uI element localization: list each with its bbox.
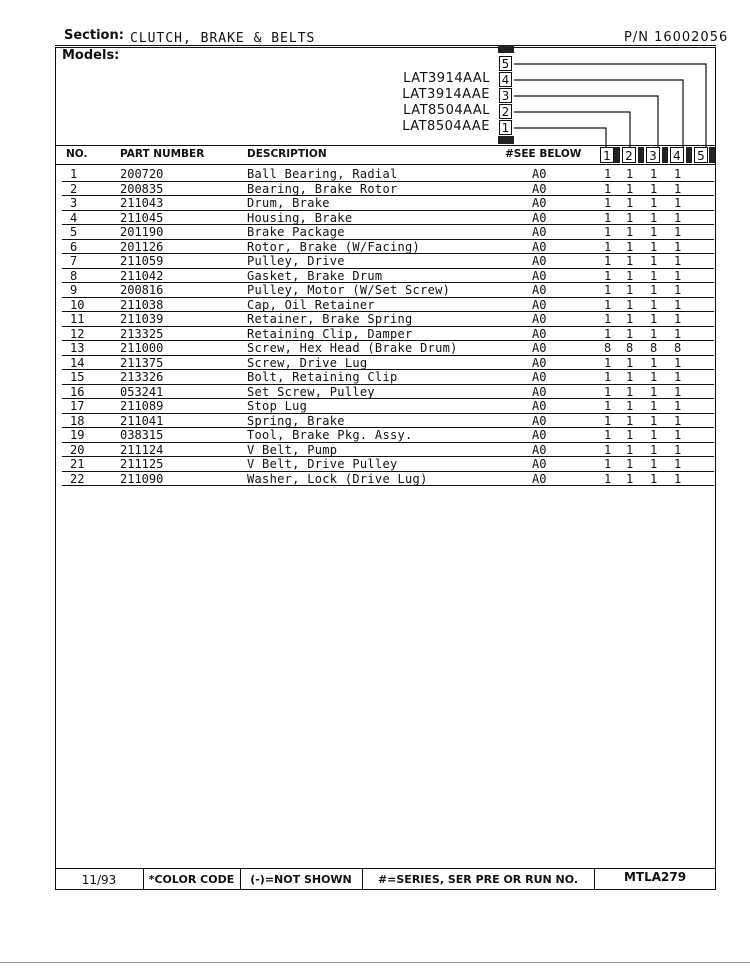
row-description: Washer, Lock (Drive Lug)	[247, 471, 428, 486]
row-see-code: A0	[532, 210, 547, 225]
row-part-number: 211045	[120, 210, 164, 225]
row-see-code: A0	[532, 167, 547, 181]
model-box-4: 4	[499, 72, 512, 87]
row-qty-model-4: 1	[674, 312, 682, 326]
row-qty-model-2: 1	[626, 384, 634, 399]
row-see-code: A0	[532, 457, 547, 471]
row-see-code: A0	[532, 196, 547, 210]
row-qty-model-2: 8	[626, 341, 634, 355]
row-number: 9	[70, 283, 78, 297]
row-number: 22	[70, 471, 85, 486]
row-qty-model-2: 1	[626, 196, 634, 210]
row-description: Housing, Brake	[247, 210, 353, 225]
row-description: Gasket, Brake Drum	[247, 268, 383, 283]
row-qty-model-1: 1	[604, 210, 612, 225]
row-qty-model-3: 1	[650, 268, 658, 283]
row-qty-model-2: 1	[626, 167, 634, 181]
row-qty-model-3: 1	[650, 239, 658, 254]
row-qty-model-2: 1	[626, 370, 634, 384]
row-qty-model-1: 1	[604, 283, 612, 297]
row-see-code: A0	[532, 312, 547, 326]
row-qty-model-1: 1	[604, 442, 612, 457]
row-see-code: A0	[532, 283, 547, 297]
row-qty-model-1: 1	[604, 254, 612, 268]
row-qty-model-1: 1	[604, 399, 612, 413]
row-qty-model-2: 1	[626, 413, 634, 428]
row-qty-model-3: 1	[650, 210, 658, 225]
col-separator-2	[638, 147, 644, 163]
row-qty-model-2: 1	[626, 442, 634, 457]
row-qty-model-3: 1	[650, 326, 658, 341]
row-number: 10	[70, 297, 85, 312]
row-qty-model-4: 1	[674, 399, 682, 413]
row-see-code: A0	[532, 442, 547, 457]
row-qty-model-3: 1	[650, 413, 658, 428]
row-see-code: A0	[532, 399, 547, 413]
row-number: 20	[70, 442, 85, 457]
row-qty-model-4: 1	[674, 268, 682, 283]
row-qty-model-1: 1	[604, 384, 612, 399]
row-description: Brake Package	[247, 225, 345, 239]
row-qty-model-3: 1	[650, 355, 658, 370]
row-qty-model-3: 1	[650, 283, 658, 297]
row-qty-model-3: 1	[650, 442, 658, 457]
row-qty-model-3: 1	[650, 384, 658, 399]
col-separator-4	[686, 147, 692, 163]
row-description: Screw, Hex Head (Brake Drum)	[247, 341, 458, 355]
row-qty-model-1: 8	[604, 341, 612, 355]
row-qty-model-1: 1	[604, 239, 612, 254]
row-qty-model-1: 1	[604, 428, 612, 442]
row-number: 11	[70, 312, 85, 326]
col-model-3: 3	[646, 147, 660, 163]
col-separator-1	[614, 147, 620, 163]
row-part-number: 211042	[120, 268, 164, 283]
row-part-number: 200816	[120, 283, 164, 297]
row-qty-model-2: 1	[626, 225, 634, 239]
row-qty-model-1: 1	[604, 181, 612, 196]
row-qty-model-2: 1	[626, 181, 634, 196]
row-qty-model-4: 1	[674, 297, 682, 312]
col-see-below: #SEE BELOW	[505, 148, 582, 160]
row-part-number: 213326	[120, 370, 164, 384]
col-part-number: PART NUMBER	[120, 148, 205, 160]
column-header-bottom-rule	[55, 164, 716, 165]
row-qty-model-2: 1	[626, 239, 634, 254]
row-number: 17	[70, 399, 85, 413]
col-description: DESCRIPTION	[247, 148, 327, 160]
row-qty-model-4: 1	[674, 225, 682, 239]
row-number: 13	[70, 341, 85, 355]
row-part-number: 200720	[120, 167, 164, 181]
row-qty-model-2: 1	[626, 283, 634, 297]
row-qty-model-2: 1	[626, 312, 634, 326]
row-see-code: A0	[532, 355, 547, 370]
row-qty-model-1: 1	[604, 225, 612, 239]
row-qty-model-1: 1	[604, 167, 612, 181]
row-part-number: 211375	[120, 355, 164, 370]
row-see-code: A0	[532, 428, 547, 442]
row-qty-model-3: 1	[650, 428, 658, 442]
row-see-code: A0	[532, 384, 547, 399]
row-see-code: A0	[532, 413, 547, 428]
row-number: 16	[70, 384, 85, 399]
row-number: 6	[70, 239, 78, 254]
row-number: 1	[70, 167, 78, 181]
row-qty-model-3: 1	[650, 471, 658, 486]
section-label: Section:	[64, 28, 124, 43]
row-qty-model-3: 1	[650, 297, 658, 312]
model-name-2: LAT8504AAL	[403, 103, 490, 118]
column-header-top-rule	[55, 145, 716, 146]
row-qty-model-4: 8	[674, 341, 682, 355]
row-qty-model-3: 1	[650, 167, 658, 181]
footer-page-code: MTLA279	[623, 870, 687, 884]
row-qty-model-1: 1	[604, 355, 612, 370]
model-name-3: LAT3914AAE	[402, 87, 490, 102]
row-part-number: 211089	[120, 399, 164, 413]
row-qty-model-1: 1	[604, 471, 612, 486]
row-qty-model-3: 1	[650, 254, 658, 268]
row-qty-model-1: 1	[604, 457, 612, 471]
row-description: Stop Lug	[247, 399, 308, 413]
row-description: Spring, Brake	[247, 413, 345, 428]
row-rule	[62, 485, 714, 486]
row-qty-model-4: 1	[674, 384, 682, 399]
row-part-number: 213325	[120, 326, 164, 341]
row-number: 2	[70, 181, 78, 196]
row-number: 14	[70, 355, 85, 370]
row-qty-model-1: 1	[604, 413, 612, 428]
col-no: NO.	[66, 148, 88, 160]
row-number: 8	[70, 268, 78, 283]
row-part-number: 211039	[120, 312, 164, 326]
footer-series: #=SERIES, SER PRE OR RUN NO.	[377, 873, 579, 886]
row-qty-model-2: 1	[626, 297, 634, 312]
row-qty-model-4: 1	[674, 370, 682, 384]
row-qty-model-4: 1	[674, 167, 682, 181]
row-part-number: 038315	[120, 428, 164, 442]
footer-color-code: *COLOR CODE	[148, 873, 235, 886]
row-see-code: A0	[532, 341, 547, 355]
row-qty-model-1: 1	[604, 196, 612, 210]
row-see-code: A0	[532, 239, 547, 254]
row-qty-model-3: 1	[650, 457, 658, 471]
row-qty-model-1: 1	[604, 312, 612, 326]
row-number: 18	[70, 413, 85, 428]
row-qty-model-4: 1	[674, 283, 682, 297]
row-part-number: 211041	[120, 413, 164, 428]
row-description: V Belt, Pump	[247, 442, 338, 457]
model-box-1: 1	[499, 120, 512, 135]
col-model-2: 2	[622, 147, 636, 163]
row-description: V Belt, Drive Pulley	[247, 457, 398, 471]
row-number: 15	[70, 370, 85, 384]
row-see-code: A0	[532, 471, 547, 486]
model-box-2: 2	[499, 104, 512, 119]
row-qty-model-1: 1	[604, 268, 612, 283]
model-box-3: 3	[499, 88, 512, 103]
row-qty-model-2: 1	[626, 210, 634, 225]
row-part-number: 200835	[120, 181, 164, 196]
row-see-code: A0	[532, 326, 547, 341]
row-number: 7	[70, 254, 78, 268]
row-part-number: 211125	[120, 457, 164, 471]
row-qty-model-3: 1	[650, 370, 658, 384]
row-qty-model-4: 1	[674, 457, 682, 471]
row-qty-model-2: 1	[626, 428, 634, 442]
row-qty-model-4: 1	[674, 428, 682, 442]
row-qty-model-4: 1	[674, 471, 682, 486]
row-qty-model-4: 1	[674, 355, 682, 370]
row-qty-model-3: 1	[650, 196, 658, 210]
col-model-1: 1	[600, 147, 614, 163]
row-qty-model-3: 1	[650, 225, 658, 239]
footer-not-shown: (-)=NOT SHOWN	[250, 873, 352, 886]
part-number: P/N 16002056	[624, 30, 729, 45]
row-part-number: 201190	[120, 225, 164, 239]
row-qty-model-1: 1	[604, 297, 612, 312]
row-see-code: A0	[532, 254, 547, 268]
row-qty-model-2: 1	[626, 355, 634, 370]
row-qty-model-4: 1	[674, 326, 682, 341]
row-description: Pulley, Drive	[247, 254, 345, 268]
row-qty-model-4: 1	[674, 181, 682, 196]
row-number: 19	[70, 428, 85, 442]
row-qty-model-2: 1	[626, 268, 634, 283]
row-part-number: 211043	[120, 196, 164, 210]
row-number: 12	[70, 326, 85, 341]
col-model-4: 4	[670, 147, 684, 163]
row-see-code: A0	[532, 225, 547, 239]
row-description: Retaining Clip, Damper	[247, 326, 413, 341]
footer-date: 11/93	[81, 873, 117, 887]
row-part-number: 211124	[120, 442, 164, 457]
row-qty-model-3: 8	[650, 341, 658, 355]
scan-edge	[0, 962, 750, 963]
model-box-5: 5	[499, 56, 512, 71]
row-qty-model-3: 1	[650, 399, 658, 413]
row-qty-model-3: 1	[650, 181, 658, 196]
row-description: Tool, Brake Pkg. Assy.	[247, 428, 413, 442]
row-part-number: 211059	[120, 254, 164, 268]
row-qty-model-1: 1	[604, 326, 612, 341]
row-qty-model-2: 1	[626, 254, 634, 268]
row-qty-model-2: 1	[626, 326, 634, 341]
row-part-number: 211090	[120, 471, 164, 486]
row-description: Screw, Drive Lug	[247, 355, 368, 370]
row-qty-model-3: 1	[650, 312, 658, 326]
row-description: Ball Bearing, Radial	[247, 167, 398, 181]
row-see-code: A0	[532, 370, 547, 384]
row-qty-model-2: 1	[626, 457, 634, 471]
row-part-number: 211038	[120, 297, 164, 312]
row-number: 21	[70, 457, 85, 471]
row-part-number: 201126	[120, 239, 164, 254]
row-description: Cap, Oil Retainer	[247, 297, 375, 312]
row-description: Set Screw, Pulley	[247, 384, 375, 399]
row-number: 5	[70, 225, 78, 239]
row-part-number: 211000	[120, 341, 164, 355]
row-qty-model-2: 1	[626, 399, 634, 413]
col-separator-3	[662, 147, 668, 163]
model-name-1: LAT8504AAE	[402, 119, 490, 134]
row-see-code: A0	[532, 181, 547, 196]
row-description: Bearing, Brake Rotor	[247, 181, 398, 196]
row-description: Rotor, Brake (W/Facing)	[247, 239, 421, 254]
row-number: 3	[70, 196, 78, 210]
col-separator-5	[709, 147, 715, 163]
row-description: Drum, Brake	[247, 196, 330, 210]
row-qty-model-4: 1	[674, 196, 682, 210]
row-see-code: A0	[532, 297, 547, 312]
row-see-code: A0	[532, 268, 547, 283]
row-qty-model-4: 1	[674, 254, 682, 268]
section-value: CLUTCH, BRAKE & BELTS	[130, 31, 316, 46]
models-label: Models:	[62, 48, 120, 63]
row-qty-model-2: 1	[626, 471, 634, 486]
row-qty-model-4: 1	[674, 413, 682, 428]
row-qty-model-4: 1	[674, 210, 682, 225]
row-qty-model-1: 1	[604, 370, 612, 384]
row-description: Pulley, Motor (W/Set Screw)	[247, 283, 451, 297]
row-description: Bolt, Retaining Clip	[247, 370, 398, 384]
row-part-number: 053241	[120, 384, 164, 399]
row-description: Retainer, Brake Spring	[247, 312, 413, 326]
row-qty-model-4: 1	[674, 442, 682, 457]
row-number: 4	[70, 210, 78, 225]
col-model-5: 5	[694, 147, 708, 163]
model-name-4: LAT3914AAL	[403, 71, 490, 86]
row-qty-model-4: 1	[674, 239, 682, 254]
